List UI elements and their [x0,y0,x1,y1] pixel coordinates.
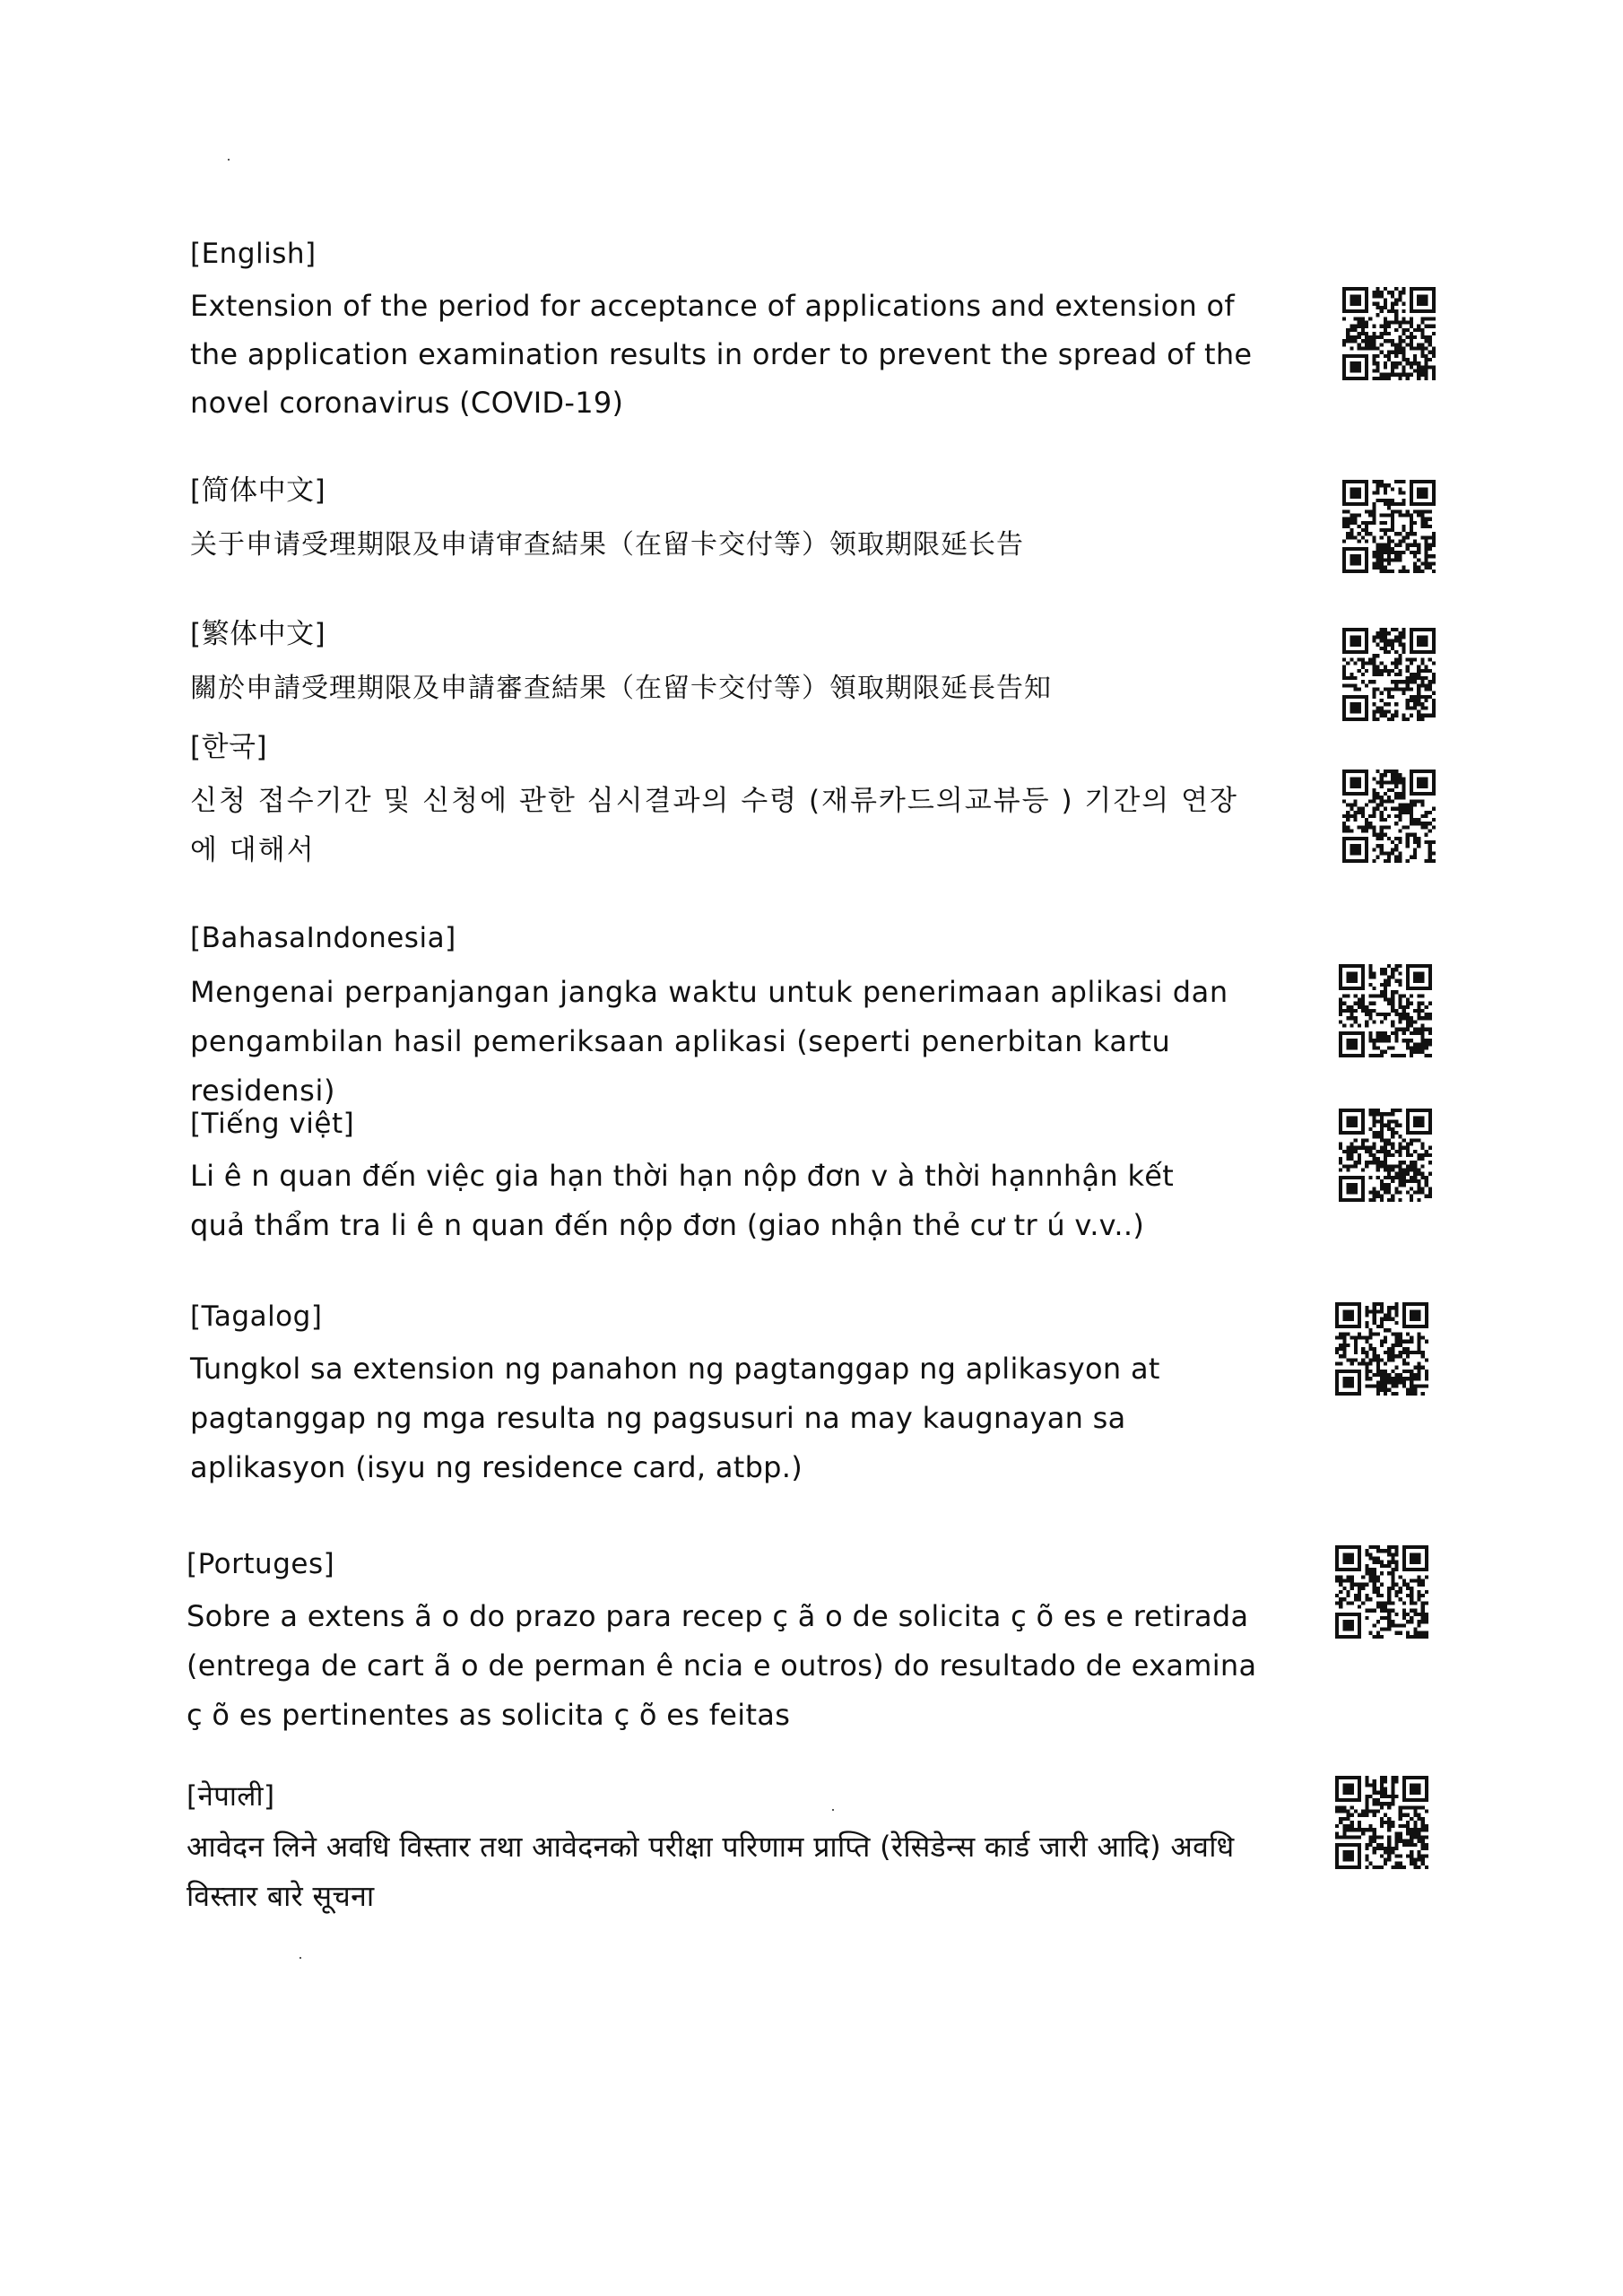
section-english [190,235,1526,427]
qr-code-graphic [1335,1302,1428,1396]
qr-code-graphic [1342,480,1436,573]
qr-code-icon[interactable] [1342,628,1436,721]
language-label: [English] [190,238,317,270]
notice-text: 关于申请受理期限及申请审查結果（在留卡交付等）领取期限延长告 [190,529,1024,561]
qr-code-graphic [1335,1776,1428,1869]
qr-code-icon[interactable] [1335,1302,1428,1396]
qr-code-graphic [1339,964,1432,1057]
qr-code-icon[interactable] [1335,1776,1428,1869]
qr-code-graphic [1342,628,1436,721]
scan-speck [228,159,230,161]
section-simplified-chinese [190,472,1526,570]
notice-text: Sobre a extens ã o do prazo para recep ç ã o de solicita ç õ es e retirada (entrega de cart ã o de perman ê ncia e outros) do resultado de examina ç õ es pertinentes as solicita ç õ es feitas [187,1599,1257,1732]
notice-text: 신청 접수기간 및 신청에 관한 심시결과의 수령 (재류카드의교뷰등 ) 기간의 연장에 대해서 [190,785,1238,866]
qr-code-icon[interactable] [1339,1109,1432,1202]
language-label: [Tiếng việt] [190,1108,355,1140]
notice-text: Tungkol sa extension ng panahon ng pagtanggap ng aplikasyon at pagtanggap ng mga resulta ng pagsusuri na may kaugnayan sa aplikasyon (isyu ng residence card, atbp.) [190,1352,1160,1484]
section-portuguese [187,1545,1523,1740]
language-label: [नेपाली] [187,1780,275,1813]
qr-code-icon[interactable] [1342,770,1436,863]
language-label: [Portuges] [187,1548,335,1580]
section-traditional-chinese [190,615,1526,713]
notice-text: Li ê n quan đến việc gia hạn thời hạn nộp đơn v à thời hạnnhận kết quả thẩm tra li ê n quan đến nộp đơn (giao nhận thẻ cư tr ú v.v..) [190,1159,1175,1242]
language-label: [Tagalog] [190,1300,323,1333]
qr-code-icon[interactable] [1342,480,1436,573]
qr-code-graphic [1335,1545,1428,1639]
scan-speck [299,1957,301,1959]
section-nepali [187,1778,1523,1921]
language-label: [简体中文] [190,474,326,507]
language-label: [한국] [190,731,268,763]
section-tagalog [190,1298,1526,1492]
qr-code-icon[interactable] [1339,964,1432,1057]
qr-code-graphic [1342,287,1436,380]
qr-code-graphic [1342,770,1436,863]
notice-text: Mengenai perpanjangan jangka waktu untuk penerimaan aplikasi dan pengambilan hasil pemeriksaan aplikasi (seperti penerbitan kartu residensi) [190,975,1228,1108]
notice-text: आवेदन लिने अवधि विस्तार तथा आवेदनको परीक्षा परिणाम प्राप्ति (रेसिडेन्स कार्ड जारी आदि) अवधि विस्तार बारे सूचना [187,1830,1235,1913]
section-vietnamese [190,1105,1526,1250]
language-label: [繁体中文] [190,618,326,650]
notice-text: 關於申請受理期限及申請審查結果（在留卡交付等）領取期限延長告知 [190,673,1052,704]
qr-code-icon[interactable] [1335,1545,1428,1639]
qr-code-graphic [1339,1109,1432,1202]
section-korean [190,728,1526,875]
section-bahasa-indonesia [190,919,1526,1116]
qr-code-icon[interactable] [1342,287,1436,380]
notice-text: Extension of the period for acceptance of applications and extension of the application examination results in order to prevent the spread of the novel coronavirus (COVID-19) [190,289,1253,420]
language-label: [BahasaIndonesia] [190,922,456,954]
